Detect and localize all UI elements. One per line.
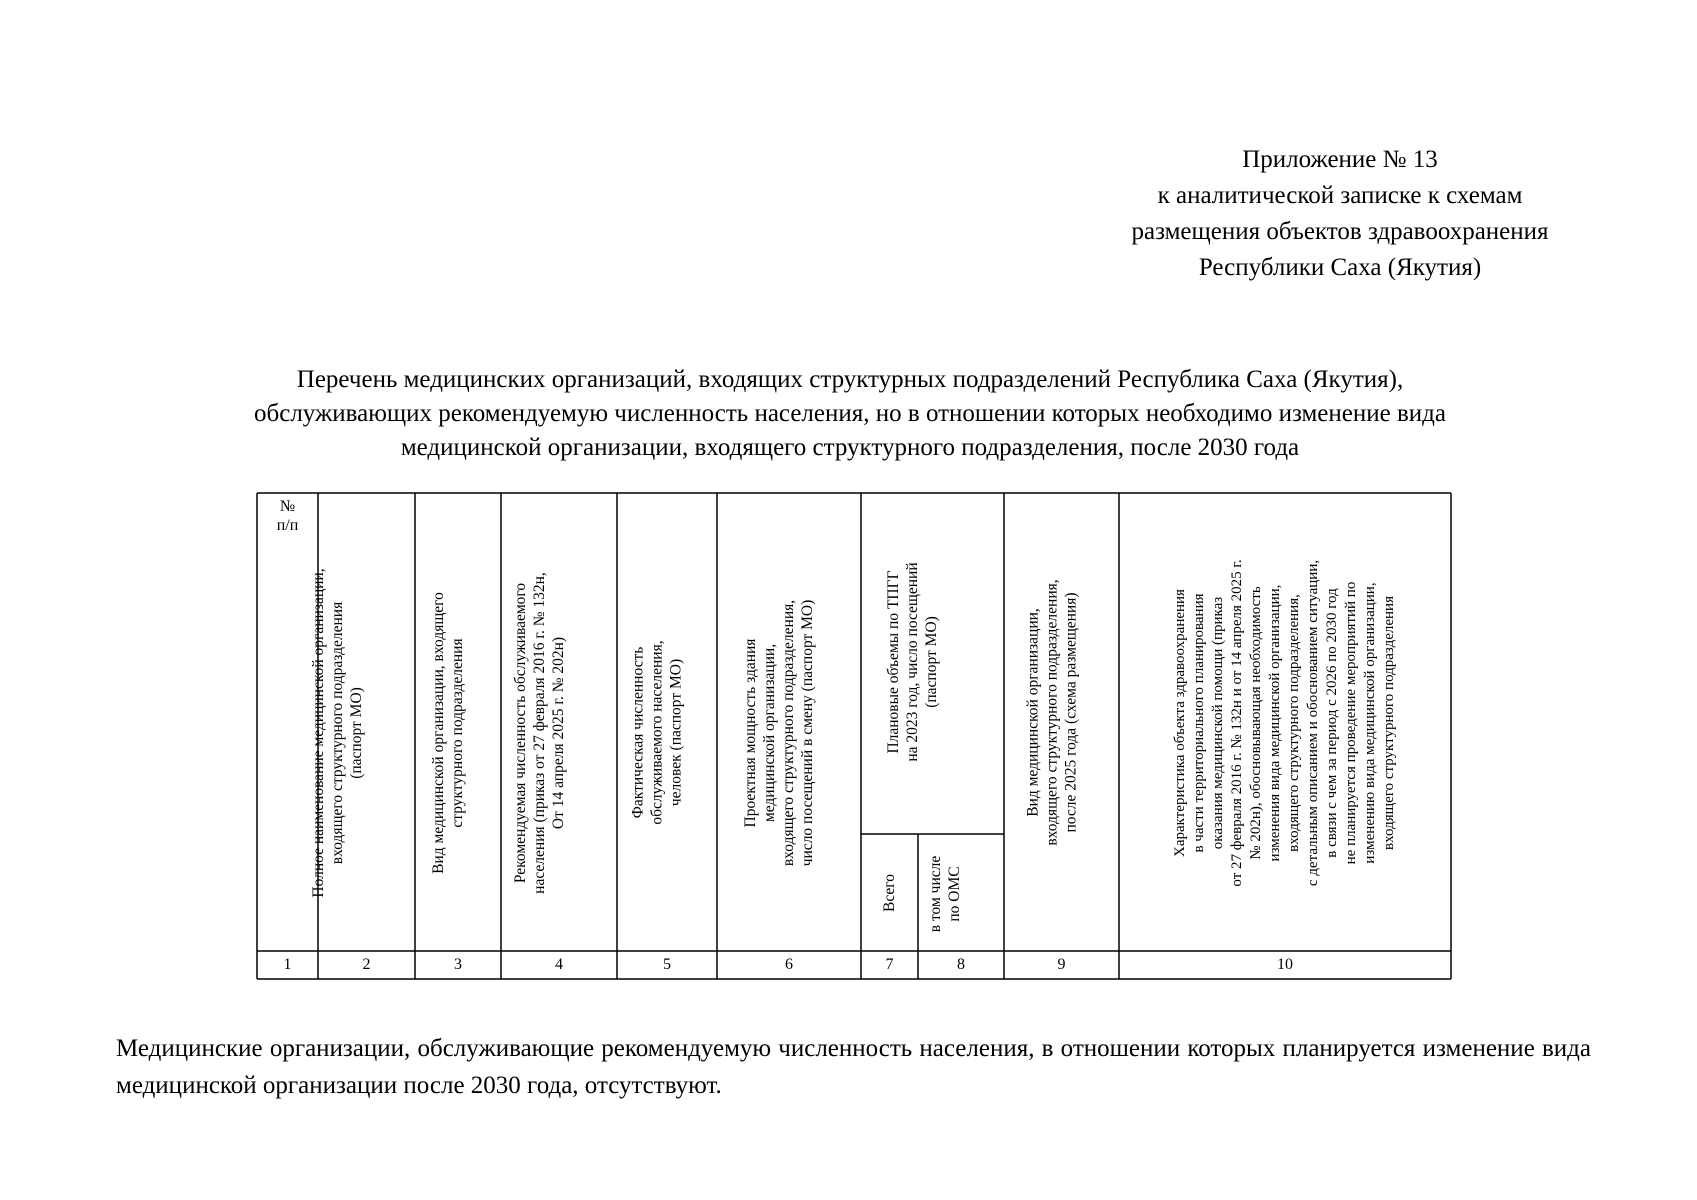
column-number: 8 xyxy=(957,956,965,973)
column-number: 3 xyxy=(454,956,462,973)
header-mo-type: Вид медицинской организации, входящего структурного подразделения xyxy=(430,591,466,874)
column-number: 4 xyxy=(555,956,563,973)
header-characteristics: Характеристика объекта здравоохранения в части территориального планирования оказания медицинской помощи (приказ от 27 февраля 2016 г. № 132н и от 14 апреля 2025 г. № 202н), обосновывающая необходимость изменения вида медицинской организации, входящего структурного подразделения, с детальным описанием и обоснованием ситуации, в связи с чем за период с 2026 по 2030 год не планируется проведение мероприятий по изменению вида медицинской организации, входящего структурного подразделения xyxy=(1172,559,1397,887)
document-title xyxy=(120,363,1580,465)
header-actual-population: Фактическая численность обслуживаемого населения, человек (паспорт МО) xyxy=(629,640,685,825)
column-number: 6 xyxy=(785,956,793,973)
appendix-header xyxy=(1080,142,1600,286)
title-line: обслуживающих рекомендуемую численность населения, но в отношении которых необходимо изменение вида xyxy=(254,400,1446,427)
header-number: № п/п xyxy=(276,498,299,534)
column-number: 7 xyxy=(885,956,894,973)
header-full-name: Полное наименование медицинской организации, входящего структурного подразделения (паспорт МО) xyxy=(309,567,365,898)
appendix-line: размещения объектов здравоохранения xyxy=(1131,218,1549,245)
column-number: 9 xyxy=(1057,956,1066,973)
header-recommended-population: Рекомендуемая численность обслуживаемого населения (приказ от 27 февраля 2016 г. № 132н, От 14 апреля 2025 г. № 202н) xyxy=(512,571,567,894)
appendix-line: Республики Саха (Якутия) xyxy=(1198,254,1482,281)
column-number: 1 xyxy=(283,956,292,973)
appendix-line: к аналитической записке к схемам xyxy=(1157,182,1523,209)
title-line: медицинской организации, входящего структурного подразделения, после 2030 года xyxy=(400,434,1300,461)
header-mo-type-after-2025: Вид медицинской организации, входящего структурного подразделения, после 2025 года (схема размещения) xyxy=(1024,579,1080,846)
header-planned-volumes: Плановые объемы по ТПГГ на 2023 год, число посещений (паспорт МО) xyxy=(884,561,940,762)
column-number: 5 xyxy=(663,956,671,973)
column-number: 2 xyxy=(362,956,371,973)
header-design-capacity: Проектная мощность здания медицинской организации, входящего структурного подразделения, число посещений в смену (паспорт МО) xyxy=(742,599,816,866)
header-total: Всего xyxy=(880,874,898,913)
header-oms: в том числе по ОМС xyxy=(927,855,963,932)
column-number: 10 xyxy=(1277,956,1293,973)
appendix-number: Приложение № 13 xyxy=(1242,146,1438,173)
title-line: Перечень медицинских организаций, входящих структурных подразделений Республика Саха (Якутия), xyxy=(296,366,1404,393)
concluding-note: Медицинские организации, обслуживающие рекомендуемую численность населения, в отношении которых планируется изменение вида медицинской организации после 2030 года, отсутствуют. xyxy=(116,1035,1591,1099)
